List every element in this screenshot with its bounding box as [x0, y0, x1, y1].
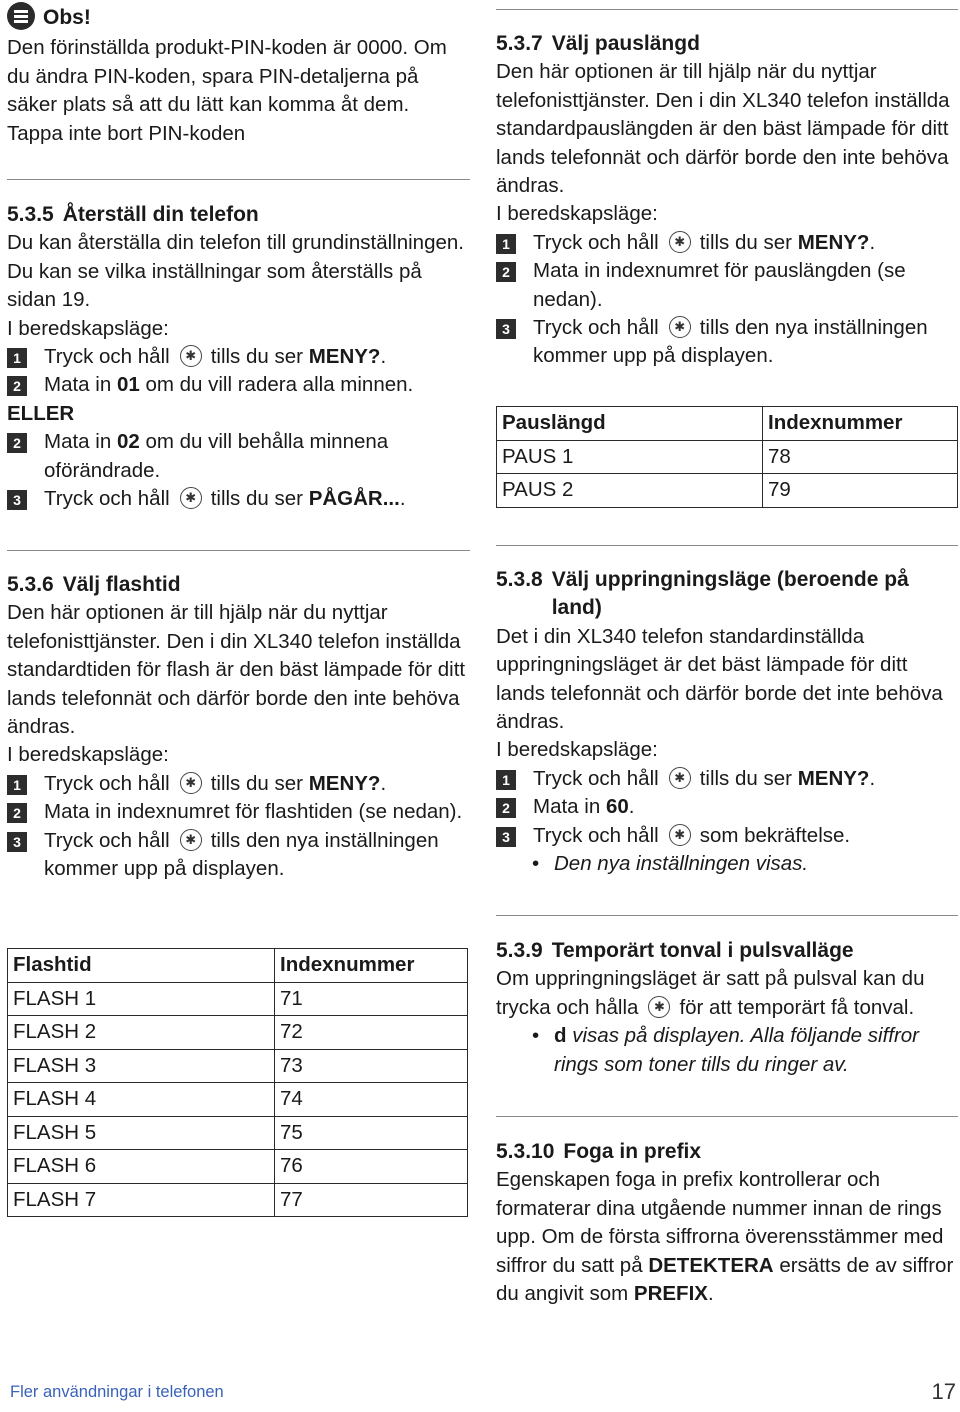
- table-row: [497, 440, 958, 474]
- star-key-icon: [669, 231, 691, 253]
- step-1: 1 Tryck och håll✱ tills du ser MENY?.: [7, 770, 470, 798]
- table-row: [8, 1150, 468, 1184]
- step-number: 2: [496, 262, 516, 282]
- star-key-icon: [669, 316, 691, 338]
- table-header: Indexnummer: [275, 949, 468, 983]
- table-row: [8, 1083, 468, 1117]
- step-2: 2 Mata in 01 om du vill radera alla minnen.: [7, 371, 470, 399]
- table-cell: 72: [275, 1016, 468, 1050]
- step-1: 1 Tryck och håll✱ tills du ser MENY?.: [496, 765, 958, 793]
- step-number: 3: [496, 827, 516, 847]
- result-bullet: • d visas på displayen. Alla följande siffror rings som toner tills du ringer av.: [496, 1022, 958, 1079]
- section-heading: 5.3.7 Välj pauslängd: [496, 32, 700, 55]
- obs-title: Obs!: [43, 6, 91, 29]
- section-5-3-10: [496, 1138, 958, 1308]
- table-header-row: [497, 407, 958, 441]
- step-2: 2 Mata in indexnumret för pauslängden (se nedan).: [496, 257, 958, 314]
- section-heading: 5.3.5 Återställ din telefon: [7, 203, 259, 226]
- divider: [7, 179, 470, 180]
- section-intro: Den här optionen är till hjälp när du nyttjar telefonisttjänster. Den i din XL340 telefon inställda standardpauslängden är den bäst lämpade för ditt lands telefonnät och därför borde den inte behöva ändras.: [496, 60, 950, 198]
- divider: [7, 550, 470, 551]
- table-cell: 74: [275, 1083, 468, 1117]
- step-number: 3: [496, 319, 516, 339]
- step-3: 3 Tryck och håll✱ som bekräftelse.: [496, 822, 958, 850]
- section-5-3-5: [7, 201, 470, 513]
- table-cell: PAUS 2: [497, 474, 763, 508]
- obs-body: Den förinställda produkt-PIN-koden är 0000. Om du ändra PIN-koden, spara PIN-detaljerna på säker plats så att du lätt kan komma åt dem. Tappa inte bort PIN-koden: [7, 36, 447, 145]
- step-3: 3 Tryck och håll✱ tills den nya inställningen kommer upp på displayen.: [496, 314, 958, 371]
- mode-label: I beredskapsläge:: [496, 738, 658, 762]
- mode-label: I beredskapsläge:: [7, 743, 169, 767]
- step-number: 3: [7, 490, 27, 510]
- table-row: [8, 1183, 468, 1217]
- table-cell: 78: [763, 440, 958, 474]
- step-number: 2: [496, 798, 516, 818]
- table-cell: 76: [275, 1150, 468, 1184]
- section-heading: 5.3.9 Temporärt tonval i pulsvalläge: [496, 939, 854, 962]
- divider: [496, 9, 958, 10]
- section-5-3-6: [7, 571, 470, 883]
- section-heading: 5.3.8 Välj uppringningsläge (beroende på land): [496, 568, 909, 620]
- step-2-alt: 2 Mata in 02 om du vill behålla minnena oförändrade.: [7, 428, 470, 485]
- step-3: 3 Tryck och håll✱ tills den nya inställningen kommer upp på displayen.: [7, 827, 470, 884]
- footer-section-title: Fler användningar i telefonen: [10, 1383, 224, 1401]
- section-intro: Den här optionen är till hjälp när du nyttjar telefonisttjänster. Den i din XL340 telefon inställda standardtiden för flash är den bäst lämpade för ditt lands telefonnät och därför borde den inte behöva ändras.: [7, 601, 466, 739]
- divider: [496, 915, 958, 916]
- table-cell: 79: [763, 474, 958, 508]
- step-number: 1: [7, 775, 27, 795]
- section-heading: 5.3.10 Foga in prefix: [496, 1140, 702, 1163]
- step-number: 1: [496, 770, 516, 790]
- note-icon: [7, 2, 35, 30]
- step-number: 3: [7, 832, 27, 852]
- step-1: 1 Tryck och håll✱ tills du ser MENY?.: [496, 229, 958, 257]
- mode-label: I beredskapsläge:: [496, 202, 658, 226]
- table-row: [8, 1016, 468, 1050]
- star-key-icon: [180, 829, 202, 851]
- table-row: [8, 982, 468, 1016]
- pause-table: [496, 406, 958, 508]
- table-cell: FLASH 5: [8, 1116, 275, 1150]
- table-row: [497, 474, 958, 508]
- star-key-icon: [180, 487, 202, 509]
- divider: [496, 1116, 958, 1117]
- table-cell: FLASH 6: [8, 1150, 275, 1184]
- section-intro: Om uppringningsläget är satt på pulsval kan du trycka och hålla✱ för att temporärt få tonval.: [496, 965, 958, 1022]
- step-number: 2: [7, 803, 27, 823]
- table-header-row: [8, 949, 468, 983]
- flash-table: [7, 948, 468, 1217]
- table-header: Pauslängd: [497, 407, 763, 441]
- section-5-3-8: [496, 566, 958, 878]
- step-number: 2: [7, 376, 27, 396]
- star-key-icon: [669, 767, 691, 789]
- step-2: 2 Mata in indexnumret för flashtiden (se nedan).: [7, 798, 470, 826]
- star-key-icon: [648, 996, 670, 1018]
- section-intro: Det i din XL340 telefon standardinställda uppringningsläget är det bäst lämpade för ditt lands telefonnät och därför borde det inte behöva ändras.: [496, 624, 943, 734]
- table-cell: 77: [275, 1183, 468, 1217]
- or-label: ELLER: [7, 401, 75, 425]
- star-key-icon: [180, 345, 202, 367]
- step-2: 2 Mata in 60.: [496, 793, 958, 821]
- section-heading: 5.3.6 Välj flashtid: [7, 573, 181, 596]
- step-number: 1: [496, 234, 516, 254]
- result-bullet: • Den nya inställningen visas.: [496, 850, 958, 878]
- table-row: [8, 1049, 468, 1083]
- step-number: 1: [7, 348, 27, 368]
- obs-heading: [7, 2, 470, 32]
- table-cell: 73: [275, 1049, 468, 1083]
- star-key-icon: [669, 824, 691, 846]
- table-cell: FLASH 2: [8, 1016, 275, 1050]
- table-row: [8, 1116, 468, 1150]
- star-key-icon: [180, 772, 202, 794]
- divider: [496, 545, 958, 546]
- mode-label: I beredskapsläge:: [7, 316, 169, 340]
- table-cell: FLASH 3: [8, 1049, 275, 1083]
- section-5-3-7: [496, 30, 958, 371]
- page-number: 17: [931, 1379, 956, 1404]
- table-cell: 71: [275, 982, 468, 1016]
- table-cell: FLASH 7: [8, 1183, 275, 1217]
- table-cell: PAUS 1: [497, 440, 763, 474]
- table-header: Indexnummer: [763, 407, 958, 441]
- step-3: 3 Tryck och håll✱ tills du ser PÅGÅR....: [7, 485, 470, 513]
- table-cell: 75: [275, 1116, 468, 1150]
- section-intro: Du kan återställa din telefon till grundinställningen. Du kan se vilka inställningar som återställs på sidan 19.: [7, 231, 464, 312]
- step-number: 2: [7, 433, 27, 453]
- step-1: 1 Tryck och håll✱ tills du ser MENY?.: [7, 343, 470, 371]
- section-body: Egenskapen foga in prefix kontrollerar och formaterar dina utgående nummer innan de rings upp. Om de första siffrorna överensstämmer med siffror du satt på DETEKTERA ersätts de av siffror du angivit som PREFIX.: [496, 1168, 954, 1306]
- obs-note: [7, 2, 470, 148]
- table-cell: FLASH 1: [8, 982, 275, 1016]
- table-header: Flashtid: [8, 949, 275, 983]
- section-5-3-9: [496, 937, 958, 1079]
- table-cell: FLASH 4: [8, 1083, 275, 1117]
